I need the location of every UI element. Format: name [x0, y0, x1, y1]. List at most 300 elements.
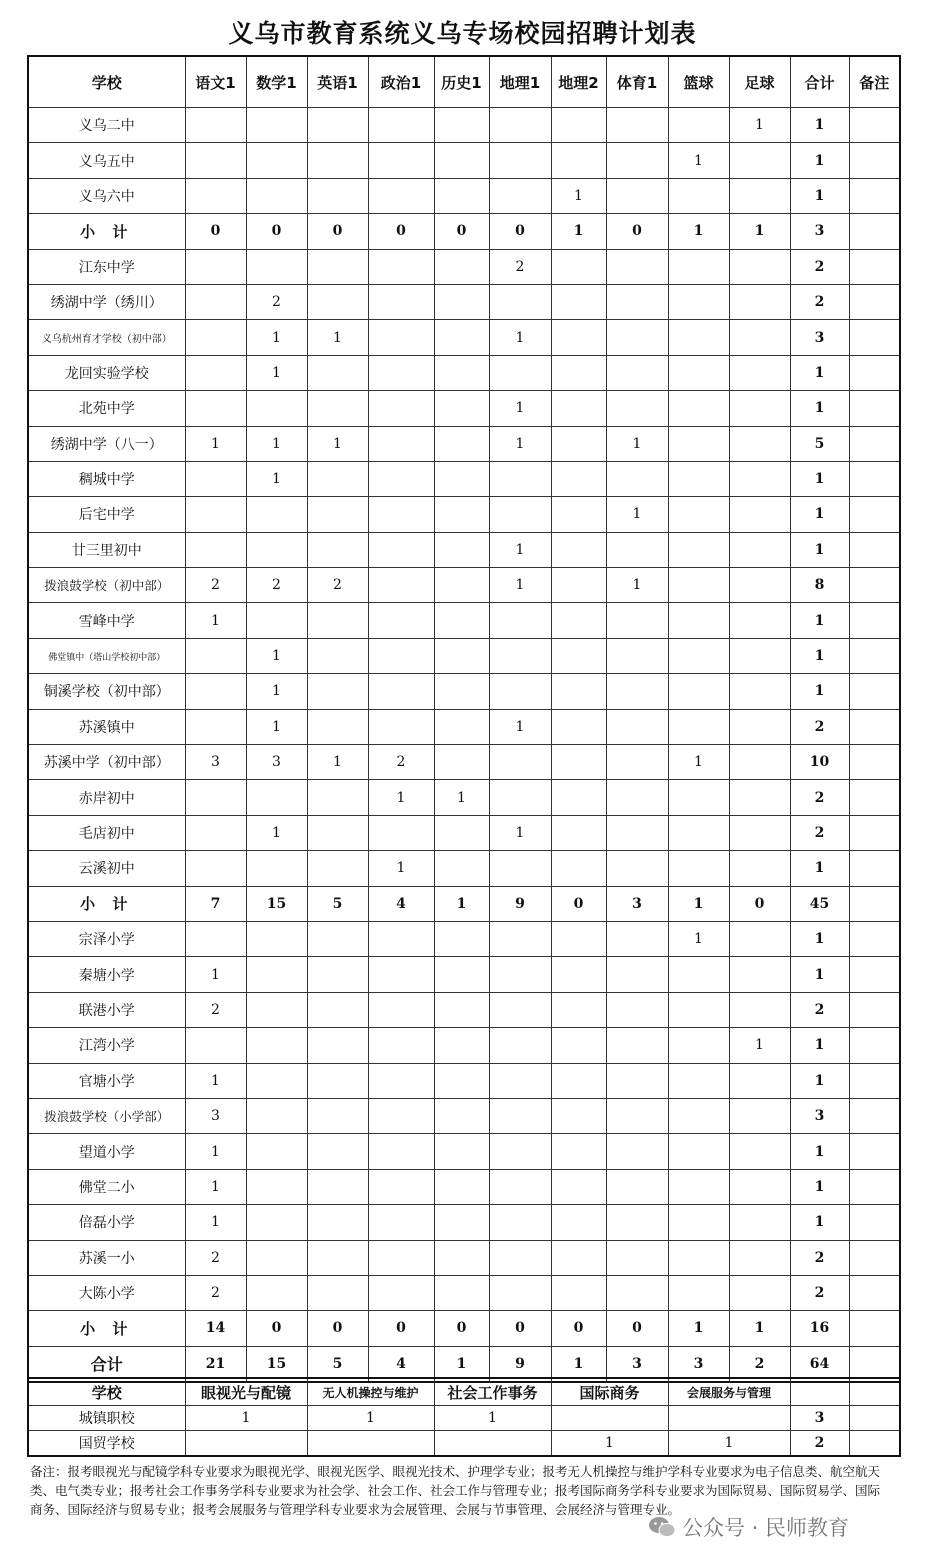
table-row: [28, 603, 900, 638]
remark-cell: [849, 1240, 900, 1275]
count-cell: 0: [606, 214, 668, 249]
count-cell: [729, 745, 790, 780]
total-cell: 1: [790, 921, 849, 956]
count-cell: 1: [434, 780, 489, 815]
count-cell: [489, 461, 551, 496]
count-cell: [606, 178, 668, 213]
count-cell: [489, 921, 551, 956]
remark-cell: [849, 497, 900, 532]
vocational-header-row: [28, 1378, 900, 1406]
school-name-cell: 苏溪一小: [28, 1240, 185, 1275]
school-name-cell: 稠城中学: [28, 461, 185, 496]
table-row: [28, 178, 900, 213]
count-cell: [434, 1028, 489, 1063]
count-cell: [551, 284, 606, 319]
school-name-cell: 苏溪镇中: [28, 709, 185, 744]
count-cell: [368, 568, 434, 603]
count-cell: 1: [246, 461, 307, 496]
total-cell: 1: [790, 178, 849, 213]
total-cell: 1: [790, 108, 849, 143]
column-header: 国际商务: [551, 1378, 668, 1406]
count-cell: [434, 284, 489, 319]
count-cell: [246, 1063, 307, 1098]
column-header: 合计: [790, 56, 849, 108]
remark-cell: [849, 815, 900, 850]
count-cell: [729, 1205, 790, 1240]
count-cell: [185, 780, 246, 815]
table-row: [28, 851, 900, 886]
column-header: 无人机操控与维护: [307, 1378, 434, 1406]
table-row: [28, 1240, 900, 1275]
count-cell: 3: [246, 745, 307, 780]
school-name-cell: 秦塘小学: [28, 957, 185, 992]
table-row: [28, 568, 900, 603]
school-name-cell: 拨浪鼓学校（小学部）: [28, 1098, 185, 1133]
count-cell: 0: [551, 1311, 606, 1346]
count-cell: 0: [551, 886, 606, 921]
count-cell: [434, 1275, 489, 1310]
count-cell: [729, 1098, 790, 1133]
count-cell: [307, 461, 368, 496]
school-name-cell: 绣湖中学（八一）: [28, 426, 185, 461]
table-row: [28, 709, 900, 744]
count-cell: 0: [729, 886, 790, 921]
total-cell: 64: [790, 1346, 849, 1381]
count-cell: 1: [185, 1134, 246, 1169]
count-cell: 1: [434, 1346, 489, 1381]
count-cell: [307, 851, 368, 886]
subtotal-row: [28, 886, 900, 921]
count-cell: [434, 497, 489, 532]
count-cell: [368, 461, 434, 496]
count-cell: [246, 143, 307, 178]
count-cell: [434, 992, 489, 1027]
count-cell: 15: [246, 1346, 307, 1381]
total-cell: 1: [790, 355, 849, 390]
count-cell: 0: [434, 214, 489, 249]
count-cell: [668, 709, 729, 744]
count-cell: [434, 1134, 489, 1169]
count-cell: [368, 249, 434, 284]
remark-cell: [849, 391, 900, 426]
count-cell: [729, 709, 790, 744]
count-cell: [434, 815, 489, 850]
count-cell: [246, 1169, 307, 1204]
total-cell: 1: [790, 1028, 849, 1063]
count-cell: 1: [729, 1311, 790, 1346]
count-cell: 0: [489, 214, 551, 249]
remark-cell: [849, 568, 900, 603]
count-cell: [434, 1169, 489, 1204]
count-cell: [489, 1028, 551, 1063]
remark-cell: [849, 1063, 900, 1098]
count-cell: [551, 461, 606, 496]
count-cell: [729, 391, 790, 426]
school-name-cell: 官塘小学: [28, 1063, 185, 1098]
count-cell: [307, 815, 368, 850]
count-cell: [668, 1406, 790, 1431]
table-row: [28, 1063, 900, 1098]
school-name-cell: 义乌杭州育才学校（初中部）: [28, 320, 185, 355]
count-cell: [185, 674, 246, 709]
count-cell: 0: [307, 1311, 368, 1346]
count-cell: 1: [307, 320, 368, 355]
count-cell: 1: [668, 1311, 729, 1346]
count-cell: [729, 603, 790, 638]
count-cell: [434, 426, 489, 461]
column-header: 体育1: [606, 56, 668, 108]
school-name-cell: 拨浪鼓学校（初中部）: [28, 568, 185, 603]
count-cell: 1: [185, 957, 246, 992]
count-cell: [434, 461, 489, 496]
column-header: 足球: [729, 56, 790, 108]
footnote: 备注：报考眼视光与配镜学科专业要求为眼视光学、眼视光医学、眼视光技术、护理学专业；报考无人机操控与维护学科专业要求为电子信息类、航空航天类、电气类专业；报考社会工作事务学科专业要求为社会学、社会工作、社会工作与管理专业；报考国际商务学科专业要求为国际贸易、国际贸易学、国际商务、国际经济与贸易专业；报考会展服务与管理学科专业要求为会展管理、会展与节事管理、会展经济与管理专业。: [30, 1464, 881, 1517]
count-cell: [729, 178, 790, 213]
count-cell: 1: [246, 815, 307, 850]
count-cell: [551, 108, 606, 143]
count-cell: [307, 603, 368, 638]
count-cell: 3: [185, 745, 246, 780]
school-name-cell: 联港小学: [28, 992, 185, 1027]
table-row: [28, 426, 900, 461]
count-cell: [307, 497, 368, 532]
count-cell: [246, 1098, 307, 1133]
count-cell: 1: [551, 1431, 668, 1457]
table-row: [28, 249, 900, 284]
count-cell: [368, 921, 434, 956]
wechat-icon: [648, 1516, 676, 1538]
count-cell: [551, 745, 606, 780]
count-cell: 1: [668, 214, 729, 249]
column-header: 学校: [28, 1378, 185, 1406]
count-cell: [489, 674, 551, 709]
count-cell: 1: [307, 1406, 434, 1431]
count-cell: [606, 674, 668, 709]
total-cell: 1: [790, 1169, 849, 1204]
count-cell: [185, 143, 246, 178]
remark-cell: [849, 178, 900, 213]
count-cell: 1: [185, 1063, 246, 1098]
count-cell: [489, 1169, 551, 1204]
count-cell: [668, 638, 729, 673]
count-cell: [434, 674, 489, 709]
count-cell: [307, 1169, 368, 1204]
total-cell: 1: [790, 851, 849, 886]
count-cell: [246, 957, 307, 992]
column-header: 政治1: [368, 56, 434, 108]
remark-cell: [849, 461, 900, 496]
count-cell: [489, 1134, 551, 1169]
count-cell: [368, 815, 434, 850]
school-name-cell: 北苑中学: [28, 391, 185, 426]
count-cell: [729, 355, 790, 390]
count-cell: [606, 921, 668, 956]
count-cell: [434, 143, 489, 178]
count-cell: [307, 1028, 368, 1063]
count-cell: [551, 355, 606, 390]
count-cell: 1: [368, 851, 434, 886]
school-name-cell: 江东中学: [28, 249, 185, 284]
count-cell: [606, 957, 668, 992]
count-cell: [551, 568, 606, 603]
count-cell: [185, 391, 246, 426]
count-cell: 9: [489, 886, 551, 921]
count-cell: [489, 178, 551, 213]
remark-cell: [849, 603, 900, 638]
remark-cell: [849, 1028, 900, 1063]
count-cell: [668, 815, 729, 850]
count-cell: [551, 249, 606, 284]
count-cell: [307, 143, 368, 178]
count-cell: [489, 638, 551, 673]
total-cell: 8: [790, 568, 849, 603]
count-cell: [668, 603, 729, 638]
count-cell: [551, 851, 606, 886]
count-cell: 1: [434, 1406, 551, 1431]
count-cell: [185, 320, 246, 355]
total-cell: 2: [790, 992, 849, 1027]
count-cell: [551, 1098, 606, 1133]
total-cell: 3: [790, 214, 849, 249]
count-cell: [246, 497, 307, 532]
count-cell: [606, 461, 668, 496]
count-cell: [307, 638, 368, 673]
remark-cell: [849, 320, 900, 355]
count-cell: [729, 461, 790, 496]
count-cell: [606, 709, 668, 744]
count-cell: [185, 851, 246, 886]
count-cell: 9: [489, 1346, 551, 1381]
table-row: [28, 992, 900, 1027]
count-cell: [606, 780, 668, 815]
count-cell: [668, 1063, 729, 1098]
watermark-text: 公众号 · 民师教育: [682, 1516, 850, 1540]
count-cell: [489, 497, 551, 532]
count-cell: [489, 780, 551, 815]
count-cell: 7: [185, 886, 246, 921]
count-cell: 1: [606, 568, 668, 603]
count-cell: [606, 1063, 668, 1098]
total-cell: 1: [790, 1205, 849, 1240]
count-cell: [434, 1431, 551, 1457]
count-cell: [551, 603, 606, 638]
count-cell: [246, 249, 307, 284]
total-cell: 10: [790, 745, 849, 780]
count-cell: 1: [606, 426, 668, 461]
count-cell: 0: [606, 1311, 668, 1346]
count-cell: [434, 568, 489, 603]
remark-cell: [849, 992, 900, 1027]
remark-cell: [849, 638, 900, 673]
count-cell: [668, 108, 729, 143]
count-cell: [668, 461, 729, 496]
count-cell: [185, 355, 246, 390]
school-name-cell: 大陈小学: [28, 1275, 185, 1310]
remark-cell: [849, 1169, 900, 1204]
count-cell: [185, 1431, 307, 1457]
count-cell: 2: [489, 249, 551, 284]
count-cell: [668, 284, 729, 319]
count-cell: [307, 249, 368, 284]
count-cell: [606, 391, 668, 426]
count-cell: 2: [307, 568, 368, 603]
table-row: [28, 1169, 900, 1204]
table-row: [28, 780, 900, 815]
count-cell: [246, 1240, 307, 1275]
count-cell: [368, 497, 434, 532]
count-cell: [368, 178, 434, 213]
count-cell: [551, 921, 606, 956]
count-cell: [729, 320, 790, 355]
count-cell: [489, 1205, 551, 1240]
count-cell: 1: [729, 214, 790, 249]
school-name-cell: 绣湖中学（绣川）: [28, 284, 185, 319]
column-header: 地理2: [551, 56, 606, 108]
count-cell: [489, 851, 551, 886]
table-row: [28, 108, 900, 143]
count-cell: [606, 249, 668, 284]
count-cell: 1: [246, 674, 307, 709]
remark-cell: [849, 355, 900, 390]
remark-cell: [849, 886, 900, 921]
count-cell: [307, 1098, 368, 1133]
column-header: 历史1: [434, 56, 489, 108]
table-row: [28, 921, 900, 956]
count-cell: [368, 355, 434, 390]
count-cell: [551, 391, 606, 426]
count-cell: 1: [729, 1028, 790, 1063]
count-cell: [551, 497, 606, 532]
count-cell: 0: [246, 214, 307, 249]
count-cell: [307, 284, 368, 319]
table-row: [28, 1028, 900, 1063]
count-cell: 2: [246, 568, 307, 603]
remark-cell: [849, 851, 900, 886]
count-cell: [307, 1205, 368, 1240]
school-name-cell: 义乌五中: [28, 143, 185, 178]
count-cell: [668, 178, 729, 213]
count-cell: [668, 497, 729, 532]
total-cell: 3: [790, 1406, 849, 1431]
remark-cell: [849, 921, 900, 956]
count-cell: [368, 1028, 434, 1063]
table-row: [28, 1431, 900, 1457]
count-cell: [434, 532, 489, 567]
count-cell: 1: [489, 391, 551, 426]
count-cell: 1: [246, 709, 307, 744]
remark-cell: [849, 1205, 900, 1240]
count-cell: [729, 1169, 790, 1204]
count-cell: [307, 957, 368, 992]
table-row: [28, 674, 900, 709]
count-cell: [551, 709, 606, 744]
count-cell: [307, 108, 368, 143]
school-name-cell: 城镇职校: [28, 1406, 185, 1431]
count-cell: [434, 745, 489, 780]
count-cell: [434, 957, 489, 992]
total-cell: 1: [790, 497, 849, 532]
count-cell: 15: [246, 886, 307, 921]
count-cell: [606, 1240, 668, 1275]
count-cell: [368, 603, 434, 638]
count-cell: [668, 1205, 729, 1240]
count-cell: [606, 815, 668, 850]
count-cell: 2: [185, 568, 246, 603]
count-cell: [368, 391, 434, 426]
count-cell: [489, 355, 551, 390]
remark-cell: [849, 745, 900, 780]
count-cell: [606, 355, 668, 390]
count-cell: [246, 178, 307, 213]
count-cell: [489, 1063, 551, 1098]
count-cell: 0: [185, 214, 246, 249]
count-cell: [551, 638, 606, 673]
count-cell: [368, 108, 434, 143]
count-cell: [185, 249, 246, 284]
remark-cell: [849, 1134, 900, 1169]
count-cell: [368, 674, 434, 709]
count-cell: [729, 815, 790, 850]
count-cell: [606, 1028, 668, 1063]
count-cell: 0: [489, 1311, 551, 1346]
watermark: [648, 1512, 903, 1542]
count-cell: [246, 1134, 307, 1169]
table-row: [28, 1098, 900, 1133]
count-cell: [668, 355, 729, 390]
total-cell: 3: [790, 1098, 849, 1133]
school-name-cell: 赤岸初中: [28, 780, 185, 815]
count-cell: [551, 1205, 606, 1240]
count-cell: [489, 992, 551, 1027]
count-cell: [729, 532, 790, 567]
count-cell: [185, 108, 246, 143]
total-cell: 1: [790, 638, 849, 673]
vocational-plan-table: [27, 1377, 901, 1457]
column-header: 社会工作事务: [434, 1378, 551, 1406]
count-cell: [551, 1169, 606, 1204]
count-cell: [368, 143, 434, 178]
count-cell: [307, 780, 368, 815]
count-cell: 4: [368, 1346, 434, 1381]
count-cell: [668, 391, 729, 426]
count-cell: 1: [489, 568, 551, 603]
count-cell: [307, 178, 368, 213]
count-cell: [434, 355, 489, 390]
school-name-cell: 后宅中学: [28, 497, 185, 532]
count-cell: [307, 532, 368, 567]
count-cell: [434, 1098, 489, 1133]
count-cell: 2: [185, 992, 246, 1027]
count-cell: 1: [185, 1169, 246, 1204]
remark-cell: [849, 674, 900, 709]
count-cell: 21: [185, 1346, 246, 1381]
count-cell: [551, 143, 606, 178]
count-cell: [307, 1134, 368, 1169]
total-cell: 1: [790, 532, 849, 567]
count-cell: [368, 1205, 434, 1240]
count-cell: 1: [551, 214, 606, 249]
count-cell: 1: [307, 426, 368, 461]
count-cell: [185, 1028, 246, 1063]
table-header-row: [28, 56, 900, 108]
count-cell: [551, 426, 606, 461]
count-cell: 4: [368, 886, 434, 921]
remark-cell: [849, 1098, 900, 1133]
school-name-cell: 毛店初中: [28, 815, 185, 850]
count-cell: [185, 709, 246, 744]
count-cell: [307, 1240, 368, 1275]
count-cell: [729, 674, 790, 709]
